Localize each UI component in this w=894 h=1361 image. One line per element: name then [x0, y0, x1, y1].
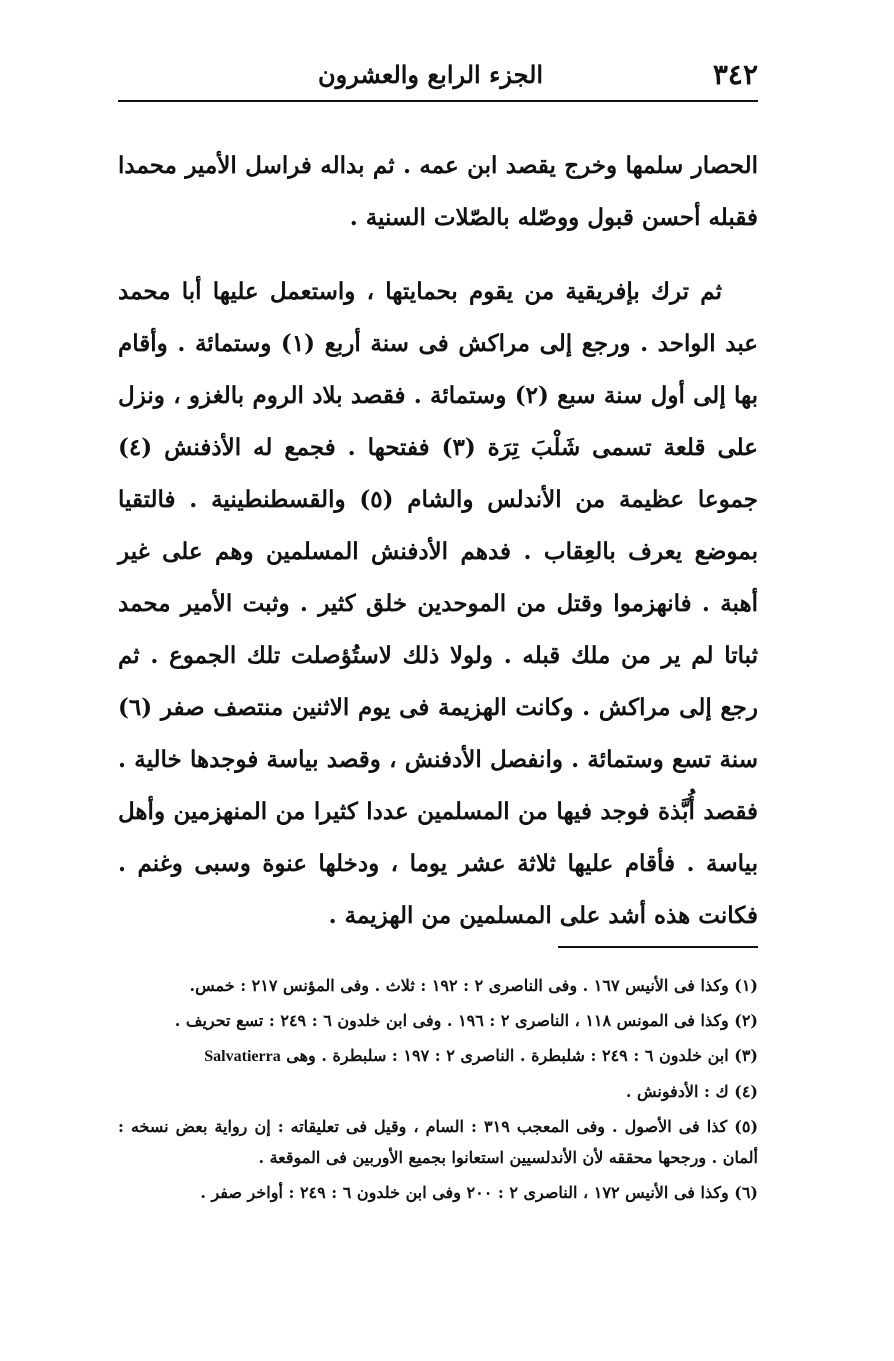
- footnote-2: (٢) وكذا فى المونس ١١٨ ، الناصرى ٢ : ١٩٦ . وفى ابن خلدون ٦ : ٢٤٩ : تسع تحريف .: [174, 1011, 758, 1030]
- paragraph-2: ثم ترك بإفريقية من يقوم بحمايتها ، واستعمل عليها أبا محمد عبد الواحد . ورجع إلى مراكش فى سنة أربع (١) وستمائة . وأقام بها إلى أول سنة سبع (٢) وستمائة . فقصد بلاد الروم بالغزو ، ونزل على قلعة تسمى شَلْبَ تِرَة (٣) ففتحها . فجمع له الأذفنش (٤) جموعا عظيمة من الأندلس والشام (٥) والقسطنطينية . فالتقيا بموضع يعرف بالعِقاب . فدهم الأدفنش المسلمين وهم على غير أهبة . فانهزموا وقتل من الموحدين خلق كثير . وثبت الأمير محمد ثباتا لم ير من ملك قبله . ولولا ذلك لاستُؤصلت تلك الجموع . ثم رجع إلى مراكش . وكانت الهزيمة فى يوم الاثنين منتصف صفر (٦) سنة تسع وستمائة . وانفصل الأدفنش ، وقصد بياسة فوجدها خالية . فقصد أُبَّذة فوجد فيها من المسلمين عددا كثيرا من المنهزمين وأهل بياسة . فأقام عليها ثلاثة عشر يوما ، ودخلها عنوة وسبى وغنم . فكانت هذه أشد على المسلمين من الهزيمة .: [118, 278, 758, 929]
- footnote-5: (٥) كذا فى الأصول . وفى المعجب ٣١٩ : السام ، وقيل فى تعليقاته : إن رواية بعض نسخه : ألمان . ورجحها محققه لأن الأندلسيين استعانوا بجميع الأوربين فى الموقعة .: [118, 1117, 759, 1167]
- footnote-3: [118, 1040, 758, 1072]
- page-header: [118, 58, 758, 98]
- footnote-3-latin: Salvatierra: [204, 1048, 281, 1065]
- paragraph-1: الحصار سلمها وخرج يقصد ابن عمه . ثم بداله فراسل الأمير محمدا فقبله أحسن قبول ووصّله بالصّلات السنية .: [118, 152, 758, 231]
- running-title: الجزء الرابع والعشرون: [318, 60, 544, 89]
- footnote-6: (٦) وكذا فى الأنيس ١٧٢ ، الناصرى ٢ : ٢٠٠ وفى ابن خلدون ٦ : ٢٤٩ : أواخر صفر .: [200, 1183, 758, 1202]
- footnote-4: (٤) ك : الأدفونش .: [625, 1082, 758, 1101]
- header-rule: [118, 100, 758, 102]
- footnotes: [118, 970, 758, 1212]
- footnote-1: (١) وكذا فى الأنيس ١٦٧ . وفى الناصرى ٢ : ١٩٢ : ثلاث . وفى المؤنس ٢١٧ : خمس.: [189, 976, 758, 995]
- footnote-3-text: (٣) ابن خلدون ٦ : ٢٤٩ : شلبطرة . الناصرى ٢ : ١٩٧ : سلبطرة . وهى: [286, 1046, 758, 1065]
- page-number: ٣٤٢: [712, 58, 758, 91]
- main-text: [118, 140, 758, 964]
- footnote-rule: [558, 946, 758, 948]
